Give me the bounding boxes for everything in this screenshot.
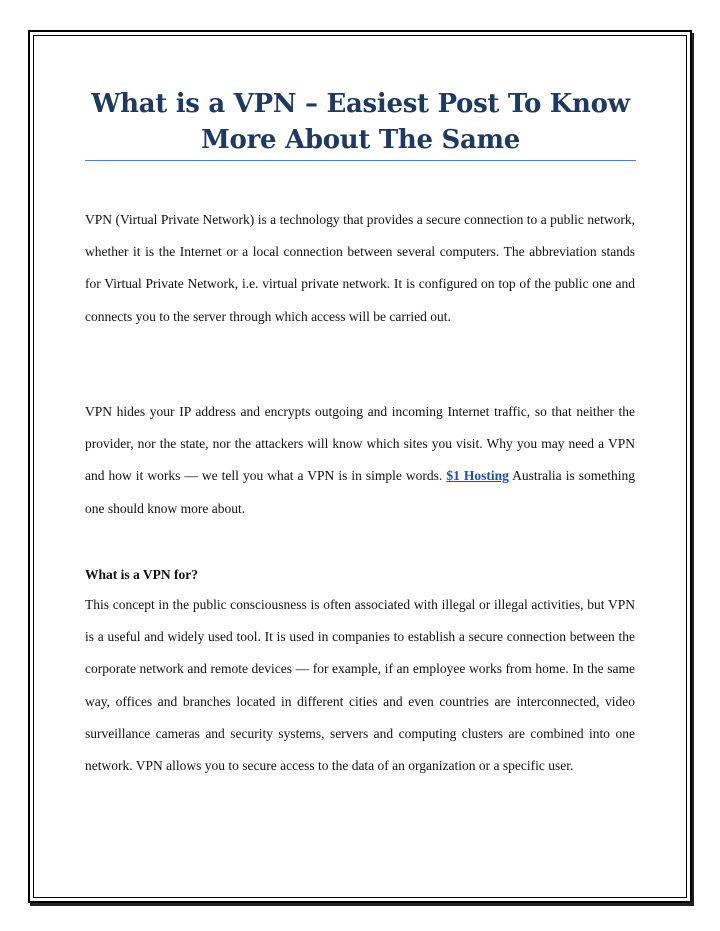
paragraph-uses: This concept in the public consciousness is often associated with illegal or illegal activities, but VPN is a useful and widely used tool. It is used in companies to establish a secure connection between the corporate network and remote devices — for example, if an employee works from home. In the same way, offices and branches located in different cities and even countries are interconnected, video surveillance cameras and security systems, servers and computing clusters are combined into one network. VPN allows you to secure access to the data of an organization or a specific user. <box>85 597 635 774</box>
paragraph-intro: VPN (Virtual Private Network) is a technology that provides a secure connection to a public network, whether it is the Internet or a local connection between several computers. The abbreviation stands for Virtual Private Network, i.e. virtual private network. It is configured on top of the public one and connects you to the server through which access will be carried out. <box>85 212 635 324</box>
title-underline <box>85 160 636 161</box>
paragraph-privacy-tail: Australia is something one should know more about. <box>85 468 635 516</box>
hosting-link[interactable]: $1 Hosting <box>446 468 509 484</box>
section-heading: What is a VPN for? <box>85 567 198 582</box>
document-title: What is a VPN – Easiest Post To Know More About The Same <box>91 89 630 155</box>
paragraph-privacy <box>85 396 635 525</box>
paragraph-privacy-text: VPN hides your IP address and encrypts outgoing and incoming Internet traffic, so that neither the provider, nor the state, nor the attackers will know which sites you visit. Why you may need a VPN and how it works — we tell you what a VPN is in simple words. <box>85 404 635 484</box>
